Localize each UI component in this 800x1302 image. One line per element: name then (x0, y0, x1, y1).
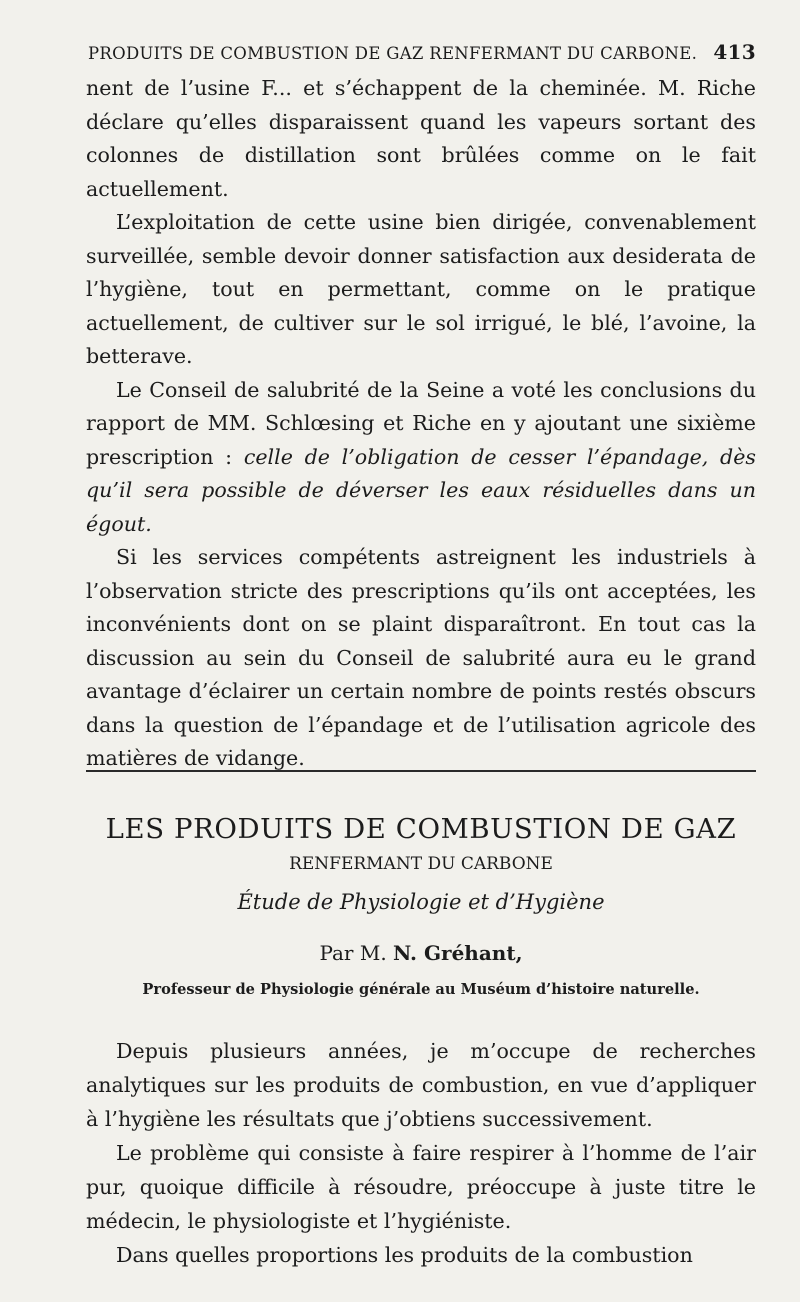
italic-prescription: celle de l’obligation de cesser l’épandage, dès qu’il sera possible de déverser les eaux résiduelles dans un égout. (86, 444, 756, 536)
running-header (88, 40, 756, 64)
article-study-line: Étude de Physiologie et d’Hygiène (237, 890, 605, 914)
paragraph: Dans quelles proportions les produits de la combustion (116, 1243, 693, 1267)
article-subtitle: RENFERMANT DU CARBONE (289, 854, 553, 874)
paragraph: L’exploitation de cette usine bien dirigée, convenablement surveillée, semble devoir donner satisfaction aux desiderata de l’hygiène, tout en permettant, comme on le pratique actuellement, de cultiver sur le sol irrigué, le blé, l’avoine, la betterave. (86, 210, 756, 368)
article-title: LES PRODUITS DE COMBUSTION DE GAZ (105, 813, 737, 845)
author-name: N. Gréhant, (393, 941, 523, 965)
paragraph: Depuis plusieurs années, je m’occupe de recherches analytiques sur les produits de combustion, en vue d’appliquer à l’hygiène les résultats que j’obtiens successivement. (86, 1039, 756, 1131)
section-divider (86, 770, 756, 772)
article-heading (86, 812, 756, 1000)
article-text (86, 1034, 756, 1272)
paragraph-lead: Le Conseil de salubrité de la Seine a voté les conclusions du rapport de MM. Schlœsing et Riche en y ajoutant une sixième prescription : (86, 377, 756, 469)
paragraph (86, 374, 756, 542)
running-title: PRODUITS DE COMBUSTION DE GAZ RENFERMANT DU CARBONE. (88, 44, 698, 63)
paragraph: Le problème qui consiste à faire respirer à l’homme de l’air pur, quoique difficile à résoudre, préoccupe à juste titre le médecin, le physiologiste et l’hygiéniste. (86, 1141, 756, 1233)
paragraph: nent de l’usine F... et s’échappent de la cheminée. M. Riche déclare qu’elles disparaissent quand les vapeurs sortant des colonnes de distillation sont brûlées comme on le fait actuellement. (86, 76, 756, 201)
page-number: 413 (713, 40, 756, 64)
previous-article-text (86, 72, 756, 776)
paragraph: Si les services compétents astreignent les industriels à l’observation stricte des prescriptions qu’ils ont acceptées, les inconvénients dont on se plaint disparaîtront. En tout cas la discussion au sein du Conseil de salubrité aura eu le grand avantage d’éclairer un certain nombre de points restés obscurs dans la question de l’épandage et de l’utilisation agricole des matières de vidange. (86, 545, 756, 770)
author-prefix: Par M. (319, 941, 394, 965)
author-affiliation: Professeur de Physiologie générale au Muséum d’histoire naturelle. (142, 981, 700, 998)
article-author (86, 940, 756, 966)
